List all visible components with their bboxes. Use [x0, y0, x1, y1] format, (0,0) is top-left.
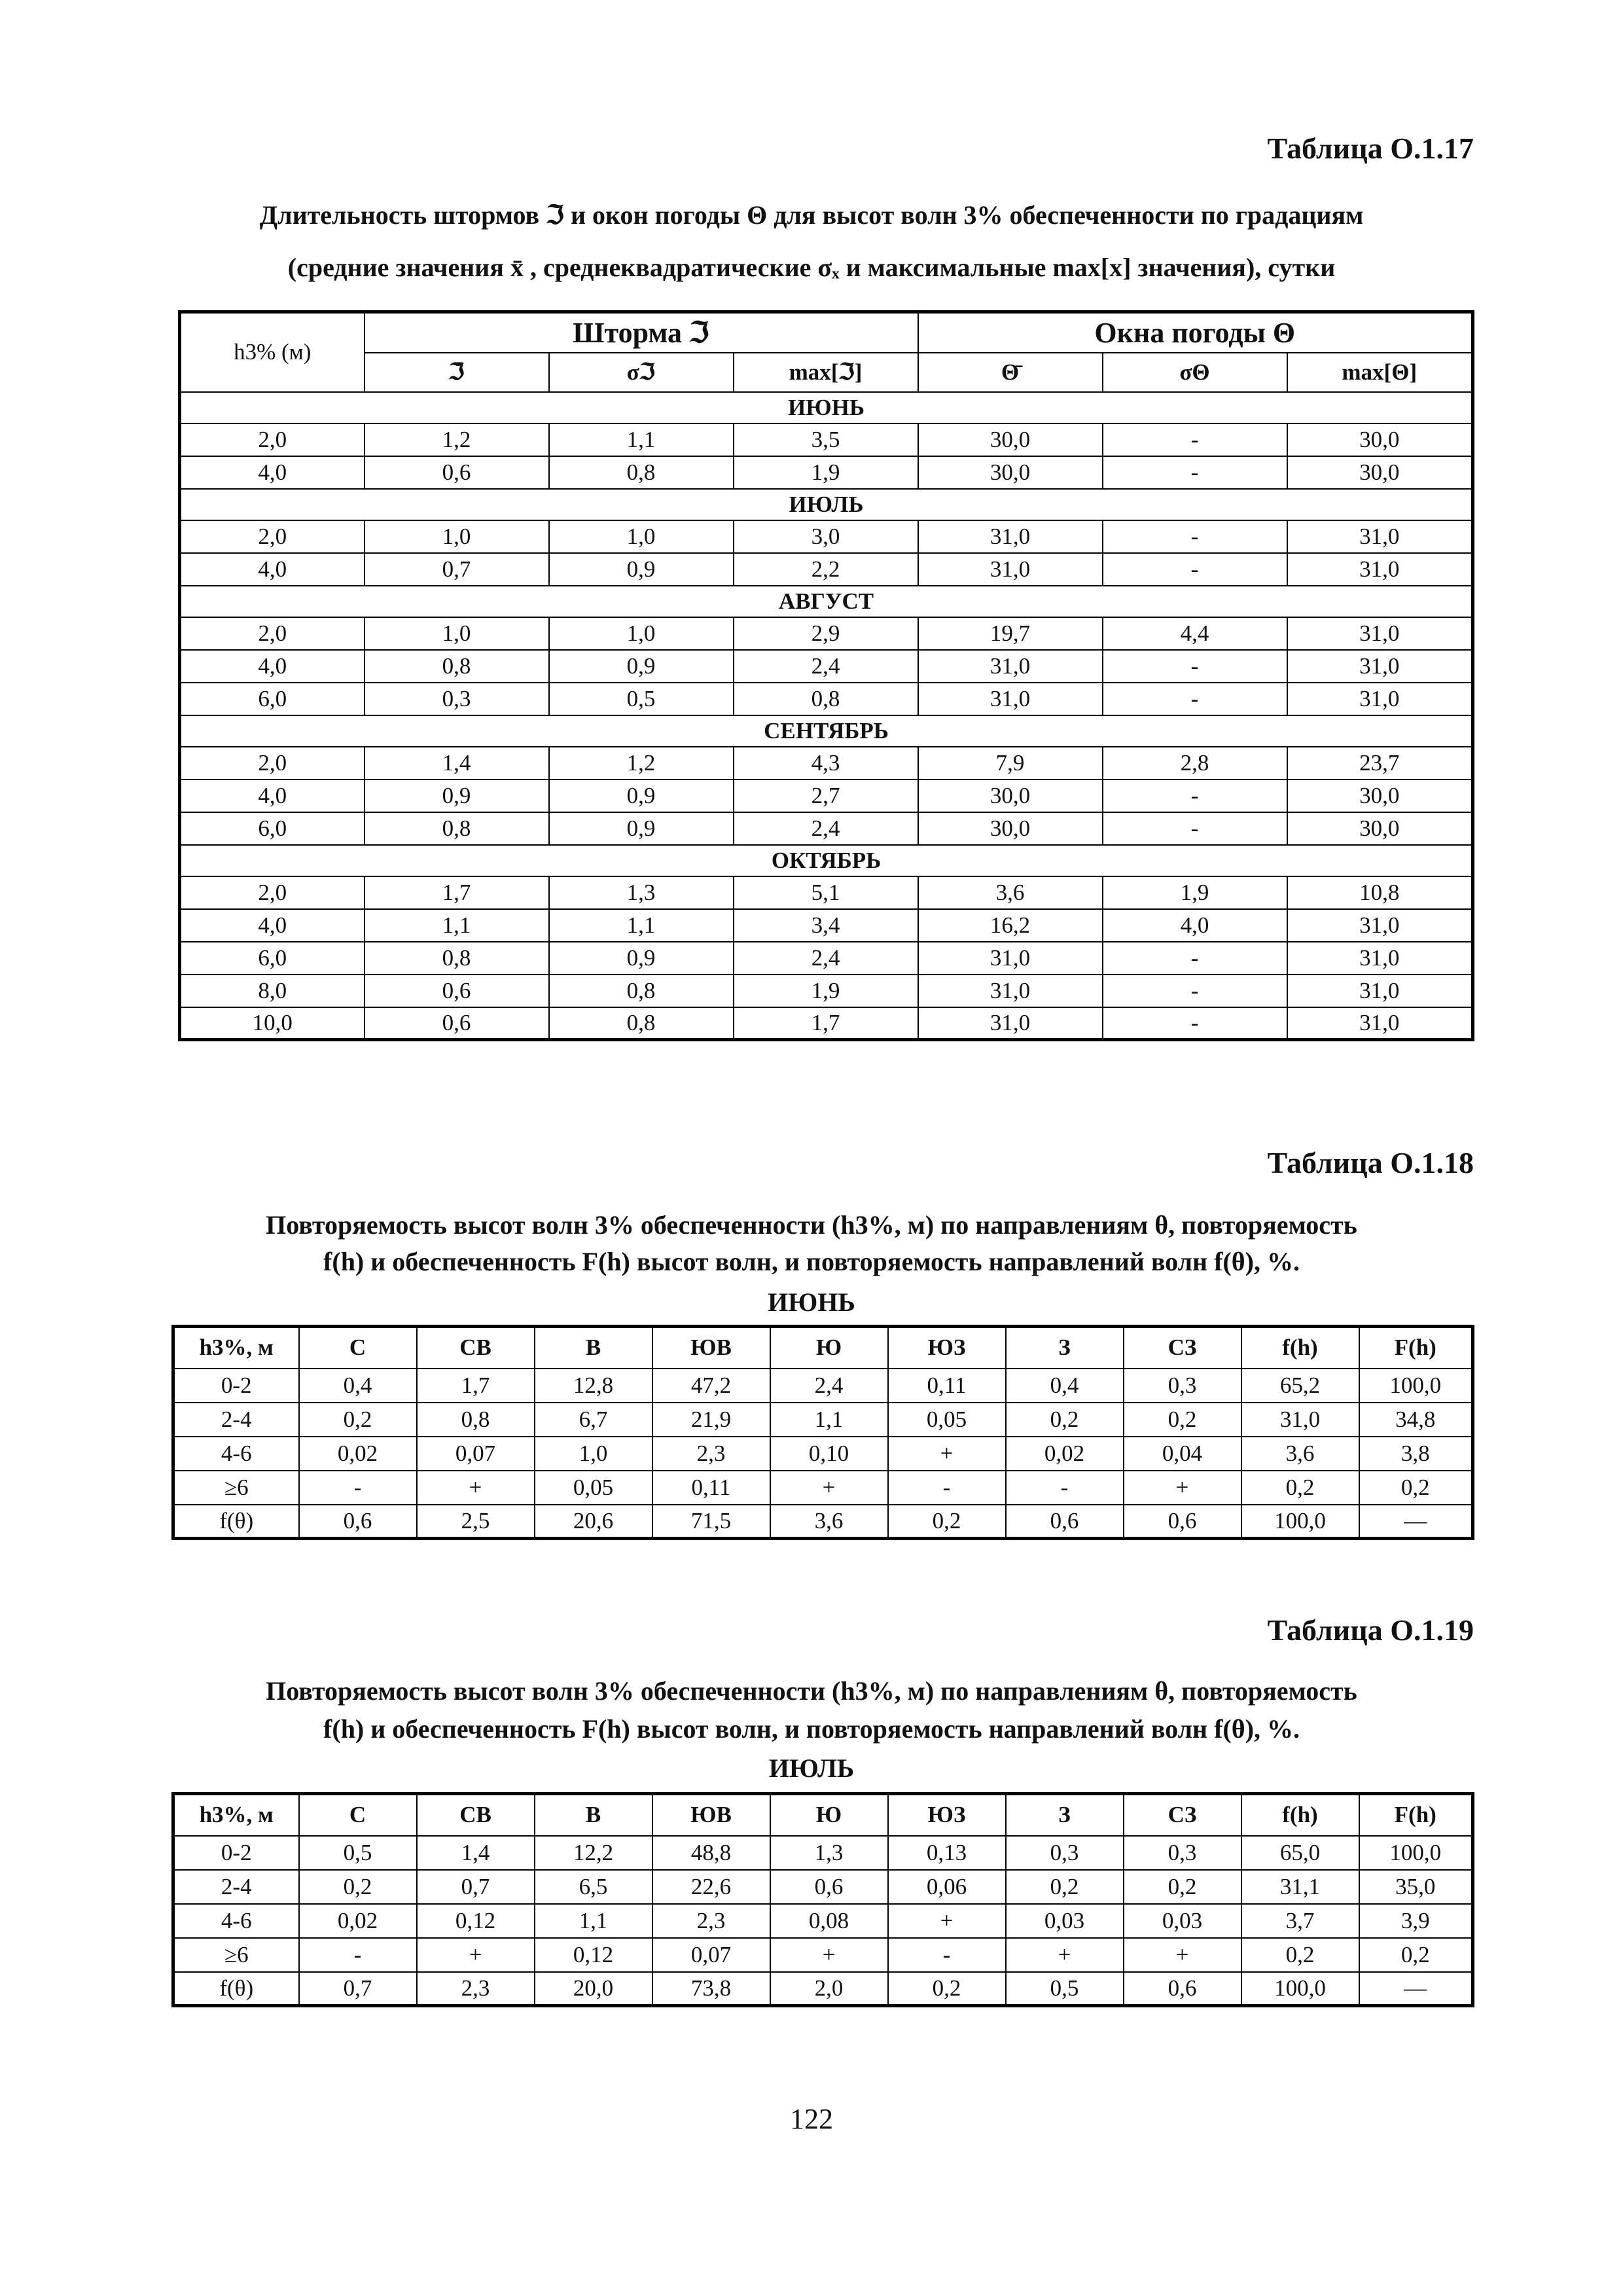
table-cell: 20,0 — [535, 1972, 652, 2006]
table-cell: - — [1103, 812, 1287, 845]
table-17-caption: Таблица О.1.17 — [1267, 132, 1474, 165]
table-18-title-line1: Повторяемость высот волн 3% обеспеченности (h3%, м) по направлениям θ, повторяемость — [266, 1210, 1357, 1240]
table-cell: 47,2 — [652, 1369, 770, 1403]
table-cell: 16,2 — [918, 909, 1103, 942]
table-cell: 0,9 — [549, 780, 734, 812]
table-cell: 0,5 — [549, 683, 734, 715]
column-header: F(h) — [1359, 1327, 1473, 1369]
table-cell: - — [1103, 942, 1287, 975]
table-cell: 0,12 — [535, 1938, 652, 1972]
sub-header-storm-sigma: σℑ — [549, 353, 734, 392]
table-19 — [171, 1792, 1474, 2007]
table-17-title-line1: Длительность штормов ℑ и окон погоды Θ для высот волн 3% обеспеченности по градациям — [259, 200, 1364, 230]
table-row — [173, 1836, 1473, 1870]
table-cell: 2,7 — [734, 780, 918, 812]
table-17-title-line2: (средние значения x̄ , среднеквадратические σₓ и максимальные max[x] значения), сутки — [287, 253, 1336, 282]
table-cell: 2,3 — [652, 1904, 770, 1938]
table-cell: + — [888, 1437, 1006, 1471]
table-cell: 31,0 — [1287, 975, 1473, 1007]
table-cell: 3,6 — [770, 1505, 888, 1539]
table-cell: - — [299, 1938, 417, 1972]
column-header: f(h) — [1241, 1794, 1359, 1836]
group-header-storms: Шторма ℑ — [365, 312, 918, 353]
table-cell: 30,0 — [918, 456, 1103, 489]
group-header-weather-windows: Окна погоды Θ — [918, 312, 1473, 353]
table-cell: 4-6 — [173, 1904, 299, 1938]
table-cell: 1,4 — [417, 1836, 535, 1870]
table-cell: 2,9 — [734, 617, 918, 650]
table-row — [180, 975, 1473, 1007]
table-cell: + — [770, 1471, 888, 1505]
table-cell: 71,5 — [652, 1505, 770, 1539]
table-cell: 19,7 — [918, 617, 1103, 650]
column-header: СЗ — [1124, 1794, 1241, 1836]
table-cell: 8,0 — [180, 975, 365, 1007]
table-row — [173, 1938, 1473, 1972]
table-cell: 2,4 — [734, 650, 918, 683]
table-row — [180, 456, 1473, 489]
column-header: ЮЗ — [888, 1327, 1006, 1369]
col-header-h3: h3% (м) — [180, 312, 365, 392]
table-cell: 3,0 — [734, 520, 918, 553]
table-cell: 3,9 — [1359, 1904, 1473, 1938]
table-cell: 31,0 — [1287, 1007, 1473, 1040]
table-cell: 2,5 — [417, 1505, 535, 1539]
table-cell: 0,5 — [1006, 1972, 1124, 2006]
table-cell: 31,0 — [1241, 1403, 1359, 1437]
table-19-title-line2: f(h) и обеспеченность F(h) высот волн, и повторяемость направлений волн f(θ), %. — [323, 1714, 1300, 1744]
table-cell: 0,9 — [549, 942, 734, 975]
table-cell: 0,2 — [299, 1403, 417, 1437]
month-section-label: АВГУСТ — [180, 586, 1473, 617]
table-18-month: ИЮНЬ — [768, 1287, 855, 1317]
table-cell: 1,1 — [365, 909, 549, 942]
table-cell: 0,02 — [299, 1437, 417, 1471]
sub-header-window-max: max[Θ] — [1287, 353, 1473, 392]
table-cell: 1,9 — [734, 456, 918, 489]
table-cell: 65,2 — [1241, 1369, 1359, 1403]
table-cell: 0,6 — [365, 456, 549, 489]
table-cell: 2,4 — [770, 1369, 888, 1403]
table-cell: 31,0 — [918, 520, 1103, 553]
table-cell: 1,0 — [535, 1437, 652, 1471]
table-cell: 2,0 — [180, 747, 365, 780]
table-19-title-line1: Повторяемость высот волн 3% обеспеченности (h3%, м) по направлениям θ, повторяемость — [266, 1676, 1357, 1706]
table-cell: 0,03 — [1124, 1904, 1241, 1938]
table-cell: 2,0 — [180, 617, 365, 650]
table-cell: 1,7 — [417, 1369, 535, 1403]
column-header: h3%, м — [173, 1327, 299, 1369]
table-cell: 1,2 — [549, 747, 734, 780]
table-row — [180, 942, 1473, 975]
table-cell: 1,2 — [365, 423, 549, 456]
table-cell: 0-2 — [173, 1369, 299, 1403]
table-cell: 7,9 — [918, 747, 1103, 780]
table-cell: — — [1359, 1505, 1473, 1539]
table-row — [173, 1505, 1473, 1539]
table-cell: - — [1103, 780, 1287, 812]
table-cell: 2,0 — [180, 876, 365, 909]
sub-header-storm-max: max[ℑ] — [734, 353, 918, 392]
table-cell: 30,0 — [918, 780, 1103, 812]
table-cell: 31,1 — [1241, 1870, 1359, 1904]
table-cell: 100,0 — [1241, 1505, 1359, 1539]
table-cell: 0,6 — [365, 1007, 549, 1040]
table-row — [173, 1870, 1473, 1904]
table-cell: 0,08 — [770, 1904, 888, 1938]
table-cell: 31,0 — [918, 683, 1103, 715]
table-cell: 0,02 — [299, 1904, 417, 1938]
table-cell: 0,04 — [1124, 1437, 1241, 1471]
page-number: 122 — [790, 2103, 833, 2135]
month-section-row — [180, 586, 1473, 617]
table-cell: 0,2 — [1359, 1471, 1473, 1505]
table-cell: 0,2 — [1006, 1403, 1124, 1437]
table-row — [180, 780, 1473, 812]
table-cell: - — [1103, 553, 1287, 586]
month-section-label: ИЮЛЬ — [180, 489, 1473, 520]
table-cell: 5,1 — [734, 876, 918, 909]
table-cell: - — [1103, 520, 1287, 553]
table-cell: 0,07 — [652, 1938, 770, 1972]
table-18-title-line2: f(h) и обеспеченность F(h) высот волн, и повторяемость направлений волн f(θ), %. — [323, 1247, 1300, 1276]
table-cell: + — [770, 1938, 888, 1972]
table-cell: 0,13 — [888, 1836, 1006, 1870]
table-cell: 3,8 — [1359, 1437, 1473, 1471]
table-row — [173, 1437, 1473, 1471]
table-cell: - — [1103, 456, 1287, 489]
table-row — [180, 520, 1473, 553]
table-cell: 6,0 — [180, 683, 365, 715]
table-cell: 2-4 — [173, 1870, 299, 1904]
table-row — [180, 650, 1473, 683]
table-cell: 1,0 — [365, 617, 549, 650]
table-cell: 1,3 — [770, 1836, 888, 1870]
table-cell: 1,7 — [734, 1007, 918, 1040]
month-section-label: ИЮНЬ — [180, 392, 1473, 423]
table-cell: 0,2 — [1241, 1471, 1359, 1505]
table-cell: - — [1103, 423, 1287, 456]
table-cell: 0,8 — [734, 683, 918, 715]
table-cell: 30,0 — [918, 812, 1103, 845]
table-cell: 2,8 — [1103, 747, 1287, 780]
table-cell: + — [1124, 1938, 1241, 1972]
sub-header-window-mean: Θ̄ — [918, 353, 1103, 392]
table-row — [180, 812, 1473, 845]
table-cell: 2,0 — [770, 1972, 888, 2006]
table-cell: 4,0 — [1103, 909, 1287, 942]
sub-header-storm-mean: ℑ̄ — [365, 353, 549, 392]
table-cell: f(θ) — [173, 1505, 299, 1539]
table-row — [173, 1972, 1473, 2006]
table-cell: 6,5 — [535, 1870, 652, 1904]
column-header: ЮВ — [652, 1327, 770, 1369]
table-cell: 4,0 — [180, 553, 365, 586]
table-cell: 0,6 — [1124, 1505, 1241, 1539]
table-cell: 4,0 — [180, 780, 365, 812]
table-cell: 10,0 — [180, 1007, 365, 1040]
table-cell: 31,0 — [1287, 683, 1473, 715]
table-cell: - — [1103, 1007, 1287, 1040]
table-cell: 31,0 — [918, 650, 1103, 683]
table-cell: 0,06 — [888, 1870, 1006, 1904]
table-cell: 1,1 — [549, 909, 734, 942]
table-cell: 1,0 — [549, 520, 734, 553]
month-section-label: ОКТЯБРЬ — [180, 845, 1473, 876]
table-cell: 2,4 — [734, 812, 918, 845]
table-cell: 0,05 — [888, 1403, 1006, 1437]
table-19-month: ИЮЛЬ — [768, 1753, 855, 1783]
table-cell: 0,10 — [770, 1437, 888, 1471]
table-cell: 0,05 — [535, 1471, 652, 1505]
table-cell: 0,9 — [549, 553, 734, 586]
table-row — [180, 909, 1473, 942]
table-cell: 0,6 — [299, 1505, 417, 1539]
table-cell: 1,9 — [734, 975, 918, 1007]
table-row — [180, 617, 1473, 650]
table-cell: 30,0 — [1287, 456, 1473, 489]
column-header: Ю — [770, 1327, 888, 1369]
column-header: СВ — [417, 1327, 535, 1369]
table-cell: 31,0 — [1287, 650, 1473, 683]
table-cell: 2,0 — [180, 520, 365, 553]
table-17 — [178, 310, 1474, 1041]
table-cell: 0,2 — [1124, 1403, 1241, 1437]
table-cell: 1,7 — [365, 876, 549, 909]
table-cell: 0,6 — [1124, 1972, 1241, 2006]
table-cell: 31,0 — [918, 942, 1103, 975]
table-cell: 31,0 — [918, 975, 1103, 1007]
table-19-caption: Таблица О.1.19 — [1267, 1613, 1474, 1647]
table-cell: 23,7 — [1287, 747, 1473, 780]
column-header: Ю — [770, 1794, 888, 1836]
table-cell: 3,4 — [734, 909, 918, 942]
table-cell: + — [417, 1938, 535, 1972]
table-cell: + — [417, 1471, 535, 1505]
table-cell: 0,2 — [1241, 1938, 1359, 1972]
table-cell: 31,0 — [1287, 553, 1473, 586]
table-cell: 0,4 — [1006, 1369, 1124, 1403]
table-cell: 2,3 — [417, 1972, 535, 2006]
table-cell: — — [1359, 1972, 1473, 2006]
table-cell: 1,4 — [365, 747, 549, 780]
table-cell: 3,7 — [1241, 1904, 1359, 1938]
table-cell: ≥6 — [173, 1471, 299, 1505]
table-cell: 0,11 — [652, 1471, 770, 1505]
table-cell: 31,0 — [1287, 942, 1473, 975]
table-cell: 0,2 — [299, 1870, 417, 1904]
table-cell: 0,8 — [549, 975, 734, 1007]
table-row — [180, 747, 1473, 780]
table-cell: 0,7 — [365, 553, 549, 586]
table-cell: 2,2 — [734, 553, 918, 586]
table-cell: 0,9 — [549, 650, 734, 683]
table-cell: 2,0 — [180, 423, 365, 456]
table-cell: - — [888, 1938, 1006, 1972]
column-header: З — [1006, 1794, 1124, 1836]
table-cell: 0,03 — [1006, 1904, 1124, 1938]
table-cell: 31,0 — [1287, 617, 1473, 650]
table-cell: 4,0 — [180, 650, 365, 683]
table-cell: 65,0 — [1241, 1836, 1359, 1870]
table-cell: f(θ) — [173, 1972, 299, 2006]
table-cell: 3,5 — [734, 423, 918, 456]
month-section-row — [180, 715, 1473, 747]
table-cell: 48,8 — [652, 1836, 770, 1870]
table-cell: 0,6 — [770, 1870, 888, 1904]
column-header: h3%, м — [173, 1794, 299, 1836]
table-cell: ≥6 — [173, 1938, 299, 1972]
table-cell: 2-4 — [173, 1403, 299, 1437]
table-cell: 100,0 — [1241, 1972, 1359, 2006]
table-cell: 0,8 — [365, 650, 549, 683]
table-row — [180, 876, 1473, 909]
table-cell: 30,0 — [1287, 812, 1473, 845]
table-cell: - — [1103, 650, 1287, 683]
table-cell: 2,4 — [734, 942, 918, 975]
table-cell: 1,1 — [549, 423, 734, 456]
table-cell: 12,8 — [535, 1369, 652, 1403]
table-cell: 0,02 — [1006, 1437, 1124, 1471]
table-cell: 4,3 — [734, 747, 918, 780]
table-cell: 4-6 — [173, 1437, 299, 1471]
table-cell: 1,3 — [549, 876, 734, 909]
table-cell: 0,07 — [417, 1437, 535, 1471]
table-cell: 100,0 — [1359, 1369, 1473, 1403]
table-cell: 35,0 — [1359, 1870, 1473, 1904]
table-cell: 0,11 — [888, 1369, 1006, 1403]
table-cell: 1,0 — [549, 617, 734, 650]
table-18-caption: Таблица О.1.18 — [1267, 1146, 1474, 1179]
table-cell: 73,8 — [652, 1972, 770, 2006]
sub-header-window-sigma: σΘ — [1103, 353, 1287, 392]
table-cell: 30,0 — [918, 423, 1103, 456]
table-cell: 0,2 — [1359, 1938, 1473, 1972]
table-cell: 0,8 — [365, 812, 549, 845]
table-cell: 30,0 — [1287, 780, 1473, 812]
table-cell: 31,0 — [918, 553, 1103, 586]
table-cell: 2,3 — [652, 1437, 770, 1471]
table-cell: 22,6 — [652, 1870, 770, 1904]
table-row — [180, 1007, 1473, 1040]
table-cell: 0,6 — [365, 975, 549, 1007]
column-header: С — [299, 1327, 417, 1369]
table-cell: 0,6 — [1006, 1505, 1124, 1539]
table-cell: + — [1006, 1938, 1124, 1972]
table-cell: 1,1 — [535, 1904, 652, 1938]
column-header: В — [535, 1794, 652, 1836]
table-cell: 1,9 — [1103, 876, 1287, 909]
table-cell: 0,9 — [549, 812, 734, 845]
column-header: СВ — [417, 1794, 535, 1836]
table-row — [173, 1403, 1473, 1437]
table-cell: 4,0 — [180, 909, 365, 942]
table-cell: 3,6 — [918, 876, 1103, 909]
table-cell: 0,3 — [1124, 1369, 1241, 1403]
table-cell: + — [1124, 1471, 1241, 1505]
table-cell: 4,0 — [180, 456, 365, 489]
column-header: ЮЗ — [888, 1794, 1006, 1836]
table-cell: 6,0 — [180, 812, 365, 845]
table-cell: 31,0 — [1287, 909, 1473, 942]
table-cell: 10,8 — [1287, 876, 1473, 909]
column-header: ЮВ — [652, 1794, 770, 1836]
table-cell: 30,0 — [1287, 423, 1473, 456]
table-cell: - — [888, 1471, 1006, 1505]
column-header: С — [299, 1794, 417, 1836]
table-cell: 1,1 — [770, 1403, 888, 1437]
table-cell: - — [1006, 1471, 1124, 1505]
column-header: З — [1006, 1327, 1124, 1369]
column-header: F(h) — [1359, 1794, 1473, 1836]
table-cell: 3,6 — [1241, 1437, 1359, 1471]
table-cell: 0,12 — [417, 1904, 535, 1938]
table-cell: 1,0 — [365, 520, 549, 553]
table-row — [180, 423, 1473, 456]
table-cell: 20,6 — [535, 1505, 652, 1539]
table-row — [180, 683, 1473, 715]
table-cell: + — [888, 1904, 1006, 1938]
table-cell: - — [1103, 683, 1287, 715]
table-cell: 0,3 — [365, 683, 549, 715]
table-cell: - — [1103, 975, 1287, 1007]
table-cell: 100,0 — [1359, 1836, 1473, 1870]
table-cell: 0,4 — [299, 1369, 417, 1403]
table-cell: 21,9 — [652, 1403, 770, 1437]
table-cell: 12,2 — [535, 1836, 652, 1870]
table-cell: 0,5 — [299, 1836, 417, 1870]
table-cell: 0,3 — [1006, 1836, 1124, 1870]
table-cell: 0,9 — [365, 780, 549, 812]
month-section-label: СЕНТЯБРЬ — [180, 715, 1473, 747]
month-section-row — [180, 845, 1473, 876]
table-row — [180, 553, 1473, 586]
table-cell: 0,7 — [417, 1870, 535, 1904]
table-cell: 6,0 — [180, 942, 365, 975]
table-cell: 0,3 — [1124, 1836, 1241, 1870]
table-row — [173, 1904, 1473, 1938]
table-cell: 6,7 — [535, 1403, 652, 1437]
table-cell: 0-2 — [173, 1836, 299, 1870]
table-cell: 0,8 — [417, 1403, 535, 1437]
table-cell: 0,2 — [1006, 1870, 1124, 1904]
table-cell: 0,8 — [549, 1007, 734, 1040]
table-18 — [171, 1325, 1474, 1540]
table-cell: 0,2 — [888, 1505, 1006, 1539]
column-header: СЗ — [1124, 1327, 1241, 1369]
table-cell: 0,8 — [365, 942, 549, 975]
table-row — [173, 1369, 1473, 1403]
table-cell: 0,7 — [299, 1972, 417, 2006]
table-cell: 31,0 — [1287, 520, 1473, 553]
column-header: f(h) — [1241, 1327, 1359, 1369]
month-section-row — [180, 489, 1473, 520]
table-row — [173, 1471, 1473, 1505]
column-header: В — [535, 1327, 652, 1369]
table-cell: 0,8 — [549, 456, 734, 489]
table-cell: 0,2 — [888, 1972, 1006, 2006]
month-section-row — [180, 392, 1473, 423]
table-cell: 4,4 — [1103, 617, 1287, 650]
table-cell: 0,2 — [1124, 1870, 1241, 1904]
table-cell: - — [299, 1471, 417, 1505]
table-cell: 34,8 — [1359, 1403, 1473, 1437]
table-cell: 31,0 — [918, 1007, 1103, 1040]
